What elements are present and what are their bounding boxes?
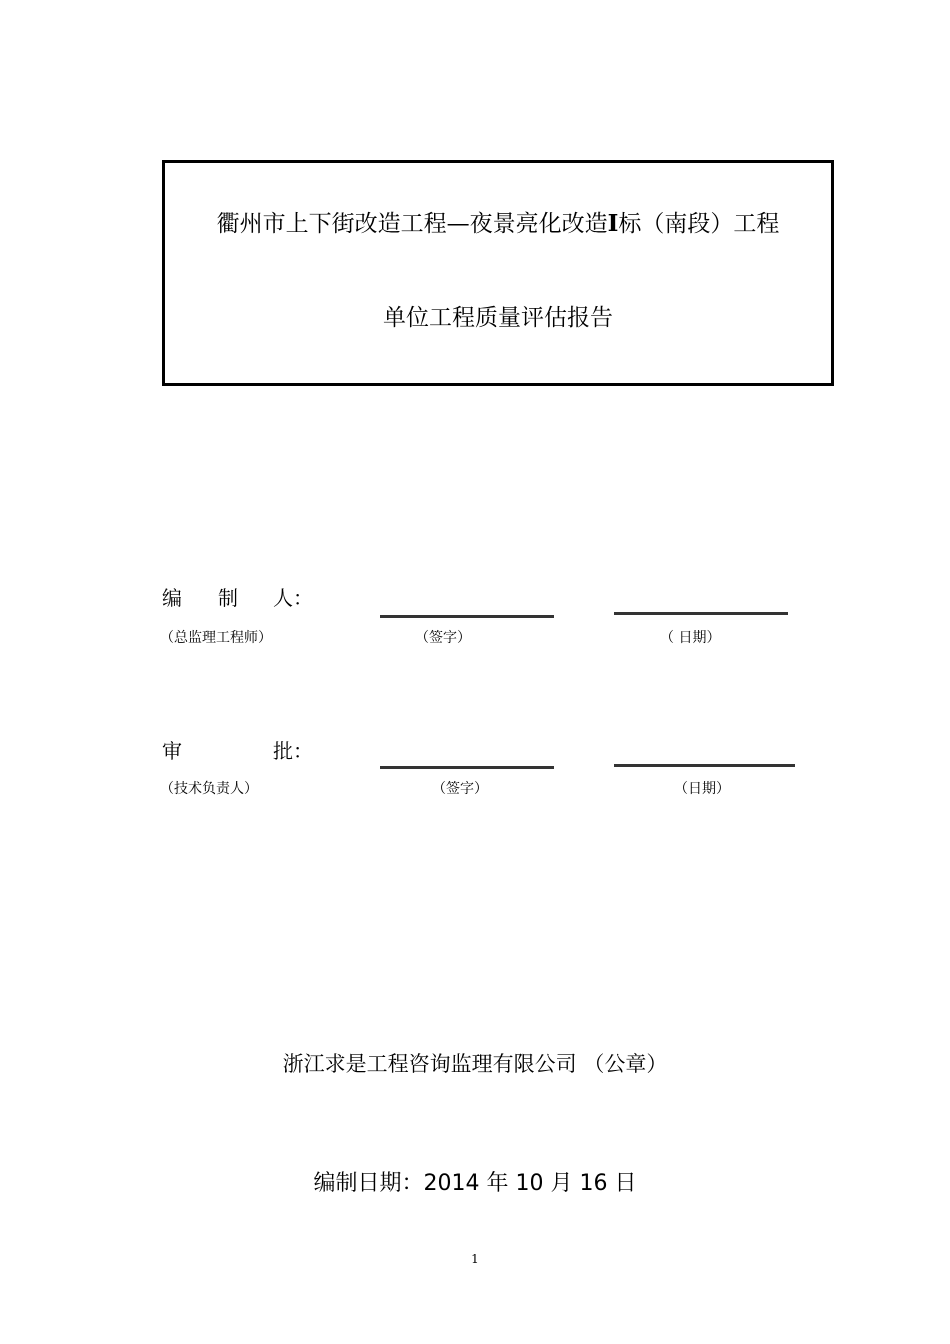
compiler-label-char-1: 编: [162, 586, 182, 610]
report-title-line-2: 单位工程质量评估报告: [383, 305, 613, 331]
compiler-date-label: （ 日期）: [660, 630, 721, 646]
title-section-number: I: [607, 210, 619, 237]
compiler-signature-line[interactable]: [380, 615, 554, 618]
compile-date: 编制日期：2014 年 10 月 16 日: [313, 1171, 637, 1196]
approver-date-label: （日期）: [674, 781, 730, 797]
title-part-1: 衢州市上下街改造工程—夜景亮化改造: [216, 211, 608, 237]
approver-label-char-2: 批：: [273, 739, 313, 763]
approver-label-char-1: 审: [162, 739, 182, 763]
page-number: 1: [471, 1252, 479, 1266]
company-seal-line: 浙江求是工程咨询监理有限公司 （公章）: [282, 1052, 668, 1076]
title-part-2: 标（南段）工程: [618, 211, 780, 237]
approver-sign-label: （签字）: [432, 781, 488, 797]
report-title-line-1: [165, 205, 831, 238]
approver-signature-line[interactable]: [380, 766, 554, 769]
compiler-label-char-2: 制: [218, 586, 238, 610]
title-box: [162, 160, 834, 386]
approver-role: （技术负责人）: [160, 781, 258, 797]
compiler-sign-label: （签字）: [415, 630, 471, 646]
compiler-label-char-3: 人：: [273, 586, 313, 610]
approver-date-line[interactable]: [614, 764, 795, 767]
compiler-date-line[interactable]: [614, 612, 788, 615]
compiler-role: （总监理工程师）: [160, 630, 272, 646]
